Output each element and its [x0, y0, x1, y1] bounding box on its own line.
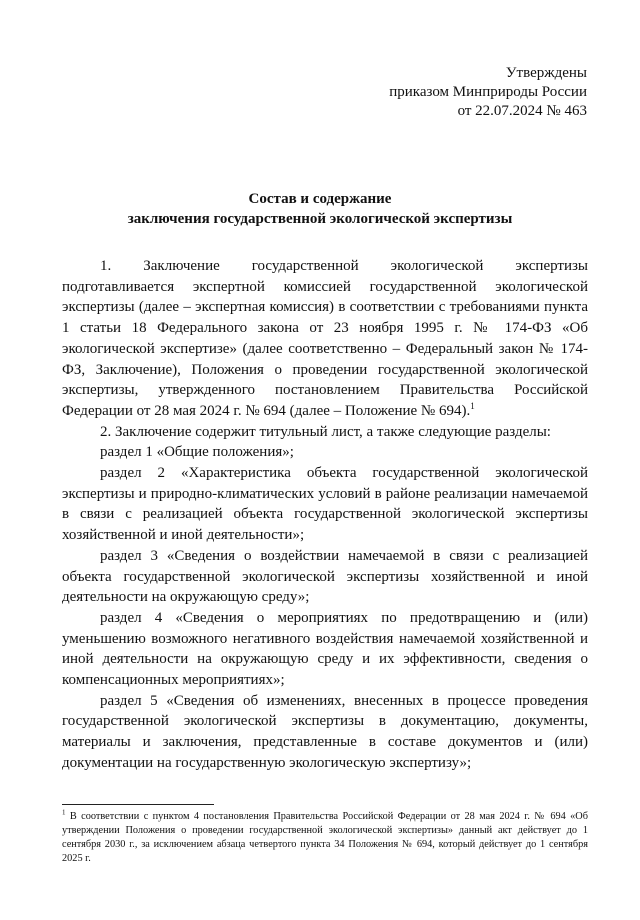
paragraph-2: 2. Заключение содержит титульный лист, а также следующие разделы: — [100, 423, 551, 440]
footnote-divider — [62, 804, 214, 805]
document-title — [0, 189, 640, 229]
approval-line: приказом Минприроды России — [389, 84, 587, 100]
section-item-3: раздел 3 «Сведения о воздействии намечаемой в связи с реализацией объекта государственной экологической экспертизы хозяйственной и иной деятельности на окружающую среду»; — [62, 547, 588, 606]
title-line: Состав и содержание — [248, 191, 392, 207]
footnote-number: 1 — [62, 808, 66, 817]
section-item-1: раздел 1 «Общие положения»; — [100, 444, 294, 461]
section-item-2: раздел 2 «Характеристика объекта государственной экологической экспертизы и природно-климатических условий в районе реализации намечаемой в связи с реализацией объекта государственной экологической экспертизы хозяйственной и иной деятельности»; — [62, 465, 588, 544]
paragraph-1-text: 1. Заключение государственной экологической экспертизы подготавливается экспертной комиссией государственной экологической экспертизы (далее – экспертная комиссия) в соответствии с требованиями пункта 1 статьи 18 Федерального закона от 23 ноября 1995 г. № 174-ФЗ «Об экологической экспертизе» (далее соответственно – Федеральный закон № 174-ФЗ, Заключение), Положения о проведении государственной экологической экспертизы, утвержденного постановлением Правительства Российской Федерации от 28 мая 2024 г. № 694 (далее – Положение № 694). — [62, 258, 588, 419]
approval-line: от 22.07.2024 № 463 — [457, 103, 587, 119]
footnote — [62, 810, 588, 866]
document-body — [62, 256, 588, 774]
section-item-5: раздел 5 «Сведения об изменениях, внесенных в процессе проведения государственной экологической экспертизы в документацию, документы, материалы и заключения, представленные в составе документов и (или) документации на государственную экологическую экспертизу»; — [62, 692, 588, 771]
footnote-text: В соответствии с пунктом 4 постановления Правительства Российской Федерации от 28 мая 2024 г. № 694 «Об утверждении Положения о проведении государственной экологической экспертизы» данный акт действует до 1 сентября 2030 г., за исключением абзаца четвертого пункта 34 Положения № 694, который действует до 1 сентября 2025 г. — [62, 811, 588, 864]
section-item-4: раздел 4 «Сведения о мероприятиях по предотвращению и (или) уменьшению возможного негативного воздействия намечаемой хозяйственной и иной деятельности на окружающую среду и их эффективности, сведения о компенсационных мероприятиях»; — [62, 609, 588, 689]
paragraph-1 — [62, 256, 588, 422]
footnote-ref: 1 — [470, 400, 475, 411]
title-line: заключения государственной экологической экспертизы — [127, 211, 513, 227]
approval-block — [389, 64, 587, 121]
approval-line: Утверждены — [505, 65, 587, 81]
